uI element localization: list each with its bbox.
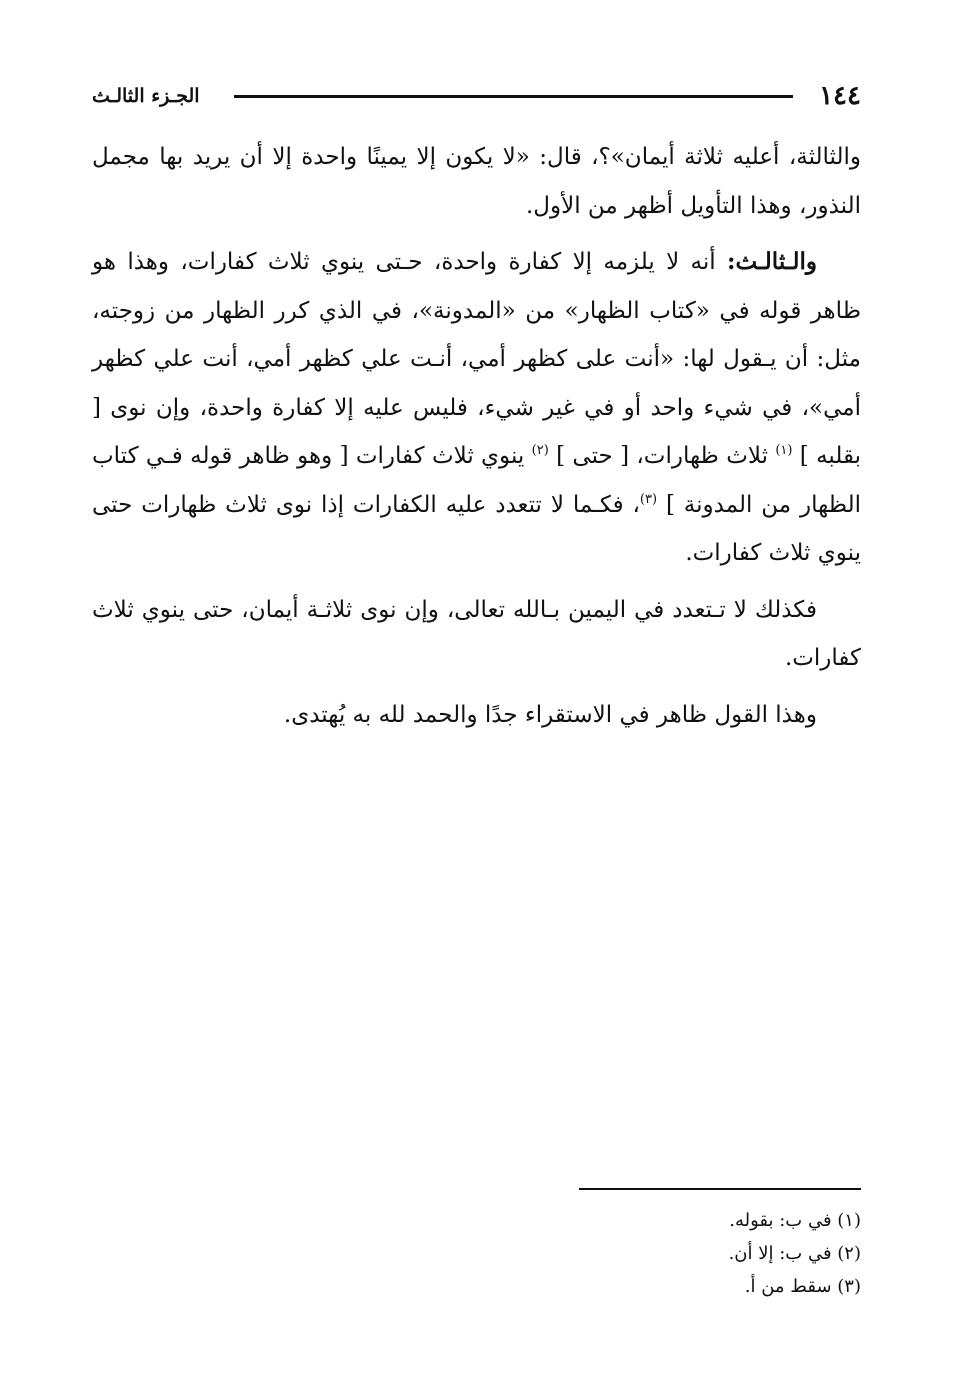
paragraph-2-lead: والـثالـث: (726, 248, 817, 275)
footnote-3: (٣) سقط من أ. (744, 1276, 861, 1297)
footnotes (92, 1204, 861, 1303)
footnote-separator (579, 1188, 861, 1190)
paragraph-2-part-1: أنه لا يلزمه إلا كفارة واحدة، حـتى ينوي ثلاث كفارات، وهذا هو ظاهر قوله في «كتاب الظهار» من «المدونة»، في الذي كرر الظهار من زوجته، مثل: أن يـقول لها: «أنت على كظهر أمي، أنـت علي كظهر أمي، أنت علي كظهر أمي»، في شيء واحد أو في غير شيء، فليس عليه إلا كفارة واحدة، وإن نوى [ بقلبه ] (92, 249, 862, 469)
footnote-1: (١) في ب: بقوله. (729, 1210, 861, 1231)
paragraph-1: والثالثة، أعليه ثلاثة أيمان»؟، قال: «لا يكون إلا يمينًا واحدة إلا أن يريد بها مجمل النذور، وهذا التأويل أظهر من الأول. (92, 144, 861, 219)
footnote-ref-2: (٢) (531, 443, 549, 458)
paragraph-2-part-3: ينوي ثلاث كفارات [ وهو ظاهر قوله فـي كتاب الظهار من المدونة ] (92, 443, 861, 518)
running-header (92, 76, 861, 116)
paragraph-2-part-2: ثلاث ظهارات، [ حتى ] (556, 443, 776, 469)
footnote-2: (٢) في ب: إلا أن. (728, 1243, 861, 1264)
footnote-ref-1: (١) (775, 443, 793, 458)
header-rule (234, 95, 793, 98)
main-text (92, 133, 861, 747)
running-title: الجـزء الثالـث (92, 85, 200, 107)
paragraph-4: وهذا القول ظاهر في الاستقراء جدًا والحمد لله به يُهتدى. (283, 701, 817, 728)
paragraph-3: فكذلك لا تـتعدد في اليمين بـالله تعالى، وإن نوى ثلاثـة أيمان، حتى ينوي ثلاث كفارات. (92, 596, 861, 671)
paragraph-2 (92, 238, 861, 578)
footnote-ref-3: (٣) (639, 491, 658, 507)
page-number: ١٤٤ (819, 81, 861, 111)
paragraph-2-part-4: ، فكـما لا تتعدد عليه الكفارات إذا نوى ثلاث ظهارات حتى ينوي ثلاث كفارات. (92, 491, 861, 566)
